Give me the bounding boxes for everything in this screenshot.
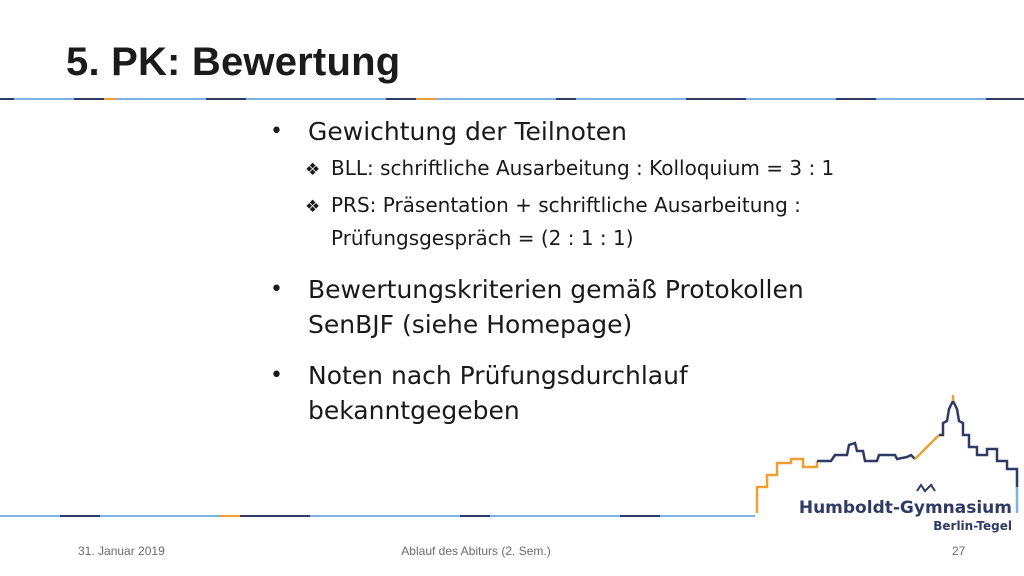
- bullet-text: Bewertungskriterien gemäß Protokollen: [308, 275, 804, 304]
- bottom-decorative-line: [0, 513, 1024, 519]
- slide-title: 5. PK: Bewertung: [66, 40, 401, 84]
- sub-bullet-text: PRS: Präsentation + schriftliche Ausarbeitung :: [331, 193, 801, 217]
- bullet-dot: •: [270, 119, 283, 144]
- school-location: Berlin-Tegel: [933, 519, 1012, 533]
- bullet-text: Noten nach Prüfungsdurchlauf: [308, 361, 688, 390]
- slide-body: [264, 114, 904, 428]
- bullet-text-cont: bekanntgegeben: [308, 396, 520, 425]
- bullet-item: [264, 272, 904, 342]
- sub-bullet-text: BLL: schriftliche Ausarbeitung : Kolloquium = 3 : 1: [331, 156, 835, 180]
- bullet-dot: •: [270, 363, 283, 388]
- sub-bullet-item: [264, 190, 904, 254]
- bullet-text: Gewichtung der Teilnoten: [308, 117, 627, 146]
- bullet-dot: •: [270, 277, 283, 302]
- bullet-text-cont: SenBJF (siehe Homepage): [308, 310, 633, 339]
- school-skyline-logo: [755, 395, 1024, 515]
- sub-bullet-text-cont: Prüfungsgespräch = (2 : 1 : 1): [331, 226, 634, 250]
- page-number: 27: [952, 544, 966, 558]
- footer-title: Ablauf des Abiturs (2. Sem.): [401, 544, 551, 558]
- footer-date: 31. Januar 2019: [78, 544, 165, 558]
- school-name: Humboldt-Gymnasium: [798, 498, 1012, 518]
- sub-bullet-item: [264, 153, 904, 186]
- diamond-bullet-icon: ❖: [305, 160, 321, 180]
- bullet-item: [264, 114, 904, 149]
- diamond-bullet-icon: ❖: [305, 197, 321, 217]
- top-decorative-line: [0, 96, 1024, 102]
